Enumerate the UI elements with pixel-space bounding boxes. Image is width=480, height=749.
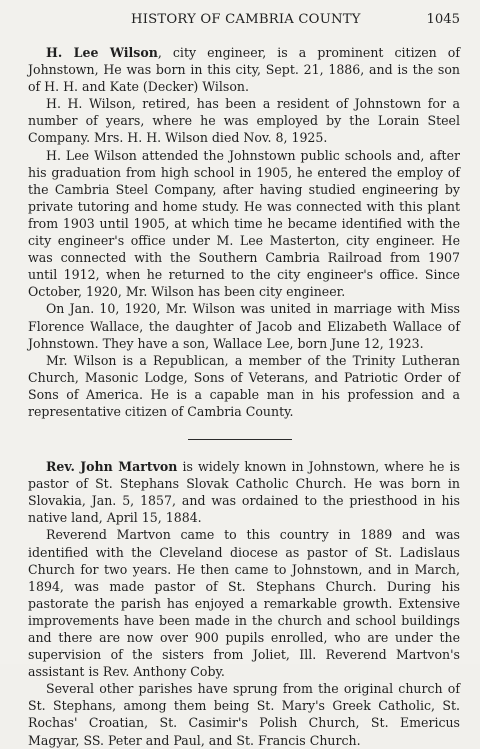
paragraph: H. Lee Wilson attended the Johnstown public schools and, after his graduation from high school in 1905, he entered the employ of the Cambria Steel Company, after having studied engineering by private tutoring and home study. He was connected with this plant from 1903 until 1905, at which time he became identified with the city engineer's office under M. Lee Masterton, city engineer. He was connected with the Southern Cambria Railroad from 1907 until 1912, when he returned to the city engineer's office. Since October, 1920, Mr. Wilson has been city engineer. [28, 147, 460, 300]
paragraph-text: , city engineer, is a prominent citizen of Johnstown, He was born in this city, Sept. 21, 1886, and is the son of H. H. and Kate (Decker) Wilson. [28, 45, 460, 95]
page-number: 1045 [426, 12, 460, 27]
person-name: Rev. John Martvon [46, 459, 178, 475]
paragraph: Reverend Martvon came to this country in 1889 and was identified with the Cleveland diocese as pastor of St. Ladislaus Church for two years. He then came to Johnstown, and in March, 1894, was made pastor of St. Stephans Church. During his pastorate the parish has enjoyed a remarkable growth. Extensive improvements have been made in the church and school buildings and there are now over 900 pupils enrolled, who are under the supervision of the sisters from Joliet, Ill. Reverend Martvon's assistant is Rev. Anthony Coby. [28, 527, 460, 680]
biography-rev-john-martvon [28, 458, 460, 749]
biography-h-lee-wilson [28, 44, 460, 420]
paragraph [28, 44, 460, 95]
paragraph-text: is widely known in Johnstown, where he is pastor of St. Stephans Slovak Catholic Church. He was born in Slovakia, Jan. 5, 1857, and was ordained to the priesthood in his native land, April 15, 1884. [28, 459, 460, 526]
page-content [28, 44, 460, 749]
person-name: H. Lee Wilson [46, 45, 158, 60]
page-header [28, 12, 460, 32]
divider-rule [188, 439, 292, 440]
paragraph: H. H. Wilson, retired, has been a resident of Johnstown for a number of years, where he was employed by the Lorain Steel Company. Mrs. H. H. Wilson died Nov. 8, 1925. [28, 96, 460, 146]
paragraph: On Jan. 10, 1920, Mr. Wilson was united in marriage with Miss Florence Wallace, the daughter of Jacob and Elizabeth Wallace of Johnstown. They have a son, Wallace Lee, born June 12, 1923. [28, 301, 460, 351]
paragraph [28, 458, 460, 526]
section-divider [28, 420, 460, 458]
paragraph: Several other parishes have sprung from the original church of St. Stephans, among them being St. Mary's Greek Catholic, St. Rochas' Croatian, St. Casimir's Polish Church, St. Emericus Magyar, SS. Peter and Paul, and St. Francis Church. [28, 681, 460, 748]
running-head: HISTORY OF CAMBRIA COUNTY [131, 12, 361, 27]
paragraph: Mr. Wilson is a Republican, a member of the Trinity Lutheran Church, Masonic Lodge, Sons of Veterans, and Patriotic Order of Sons of America. He is a capable man in his profession and a representative citizen of Cambria County. [28, 352, 460, 419]
